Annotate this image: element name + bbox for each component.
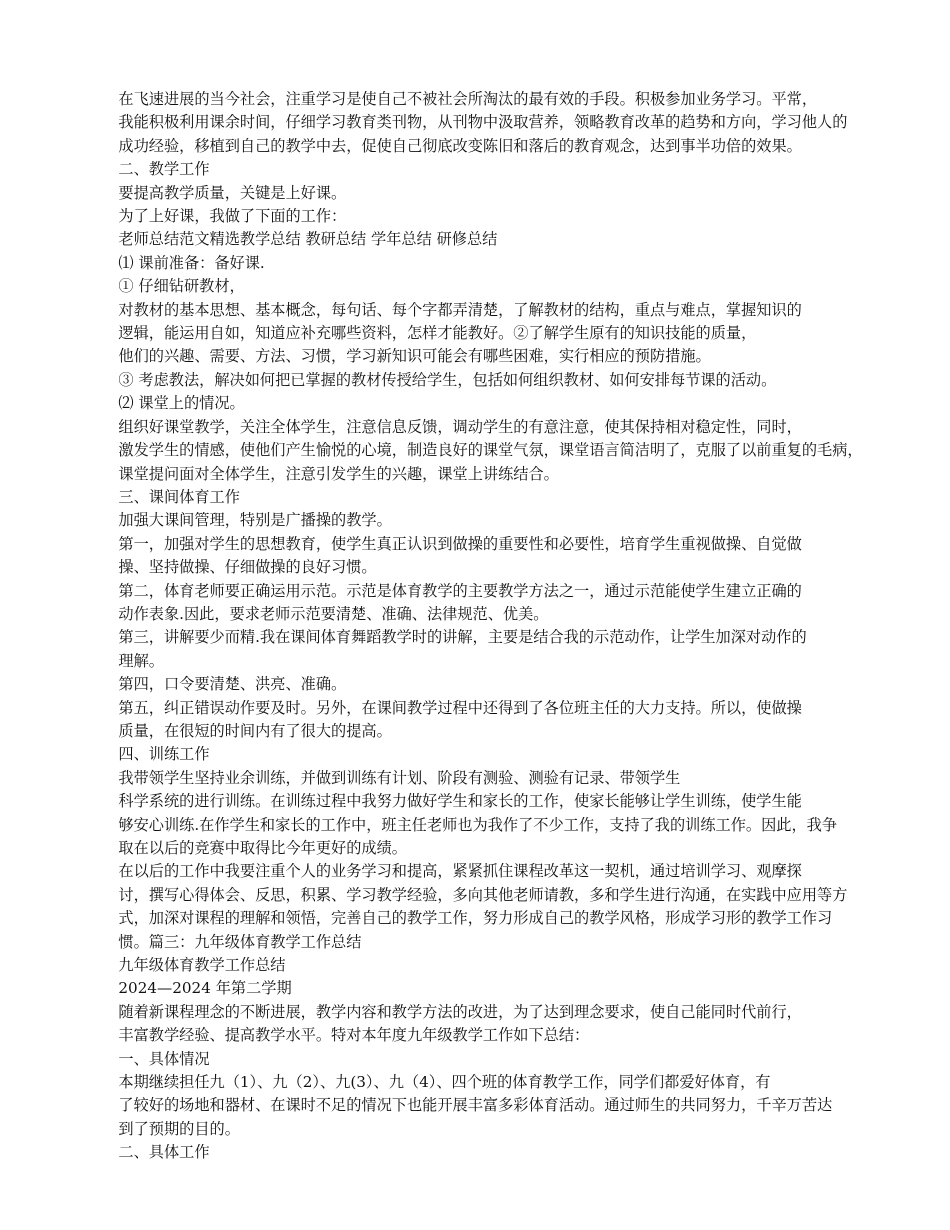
text-line: 丰富教学经验、提高教学水平。特对本年度九年级教学工作如下总结： [118, 1026, 590, 1045]
text-line: ③ 考虑教法，解决如何把已掌握的教材传授给学生，包括如何组织教材、如何安排每节课的活动。 [118, 370, 777, 389]
text-line: 九年级体育教学工作总结 [118, 956, 286, 975]
text-line: 老师总结范文精选教学总结 教研总结 学年总结 研修总结 [118, 230, 498, 249]
text-line: 逻辑，能运用自如，知道应补充哪些资料，怎样才能教好。②了解学生原有的知识技能的质量， [118, 324, 757, 343]
text-line: 课堂提问面对全体学生，注意引发学生的兴趣，课堂上讲练结合。 [118, 464, 559, 483]
text-line: 要提高教学质量，关键是上好课。 [118, 183, 347, 202]
text-line: 本期继续担任九（1）、九（2）、九(3）、九（4）、四个班的体育教学工作，同学们都爱好体育，有 [118, 1073, 771, 1092]
text-line: 在以后的工作中我要注重个人的业务学习和提高，紧紧抓住课程改革这一契机，通过培训学习、观摩探 [118, 862, 802, 881]
paragraph [88, 790, 888, 860]
text-line: 质量，在很短的时间内有了很大的提高。 [118, 721, 392, 740]
paragraph [88, 697, 888, 744]
paragraph [88, 1071, 888, 1141]
paragraph [88, 252, 888, 275]
text-line: 三、课间体育工作 [118, 487, 240, 506]
paragraph [88, 626, 888, 673]
paragraph [88, 1141, 888, 1164]
text-line: 第四，口令要清楚、洪亮、准确。 [118, 675, 347, 694]
text-line: 科学系统的进行训练。在训练过程中我努力做好学生和家长的工作，使家长能够让学生训练，使学生能 [118, 792, 802, 811]
text-line: 随着新课程理念的不断进展，教学内容和教学方法的改进，为了达到理念要求，使自己能同时代前行， [118, 1002, 802, 1021]
text-line: 组织好课堂教学，关注全体学生，注意信息反馈，调动学生的有意注意，使其保持相对稳定性，同时， [118, 417, 802, 436]
text-line: 他们的兴趣、需要、方法、习惯，学习新知识可能会有哪些困难，实行相应的预防措施。 [118, 347, 711, 366]
text-line: 讨，撰写心得体会、反思，积累、学习教学经验，多向其他老师请教，多和学生进行沟通，在实践中应用等方 [118, 885, 848, 904]
paragraph [88, 88, 888, 158]
text-line: 2024—2024 年第二学期 [118, 979, 292, 998]
paragraph [88, 369, 888, 392]
paragraph [88, 533, 888, 580]
paragraph [88, 860, 888, 954]
paragraph [88, 228, 888, 251]
paragraph [88, 416, 888, 486]
text-line: 动作表象.因此，要求老师示范要清楚、准确、法律规范、优美。 [118, 604, 549, 623]
text-line: 加强大课间管理，特别是广播操的教学。 [118, 511, 392, 530]
paragraph [88, 345, 888, 368]
document-body [88, 88, 888, 1165]
text-line: 在飞速进展的当今社会，注重学习是使自己不被社会所淘汰的最有效的手段。积极参加业务学习。平常， [118, 90, 818, 108]
text-line: 惯。篇三：九年级体育教学工作总结 [118, 932, 362, 951]
paragraph [88, 392, 888, 415]
paragraph [88, 486, 888, 509]
paragraph [88, 299, 888, 346]
paragraph [88, 182, 888, 205]
paragraph [88, 673, 888, 696]
paragraph [88, 767, 888, 790]
text-line: 二、具体工作 [118, 1143, 210, 1162]
text-line: 了较好的场地和器材、在课时不足的情况下也能开展丰富多彩体育活动。通过师生的共同努力，千辛万苦达 [118, 1096, 833, 1115]
text-line: 到了预期的目的。 [118, 1119, 240, 1138]
paragraph [88, 509, 888, 532]
paragraph [88, 580, 888, 627]
text-line: 对教材的基本思想、基本概念，每句话、每个字都弄清楚，了解教材的结构，重点与难点，掌握知识的 [118, 300, 802, 319]
text-line: 式，加深对课程的理解和领悟，完善自己的教学工作，努力形成自己的教学风格，形成学习形的教学工作习 [118, 909, 833, 928]
paragraph [88, 1001, 888, 1048]
paragraph [88, 158, 888, 181]
paragraph [88, 275, 888, 298]
text-line: 激发学生的情感，使他们产生愉悦的心境，制造良好的课堂气氛，课堂语言简洁明了，克服了以前重复的毛病， [118, 441, 863, 460]
text-line: 一、具体情况 [118, 1049, 210, 1068]
text-line: 第二，体育老师要正确运用示范。示范是体育教学的主要教学方法之一，通过示范能使学生建立正确的 [118, 581, 802, 600]
text-line: ① 仔细钻研教材， [118, 277, 245, 296]
paragraph [88, 1048, 888, 1071]
text-line: 第五，纠正错误动作要及时。另外，在课间教学过程中还得到了各位班主任的大力支持。所以，使做操 [118, 698, 802, 717]
text-line: 够安心训练.在作学生和家长的工作中，班主任老师也为我作了不少工作，支持了我的训练工作。因此，我争 [118, 815, 838, 834]
text-line: ⑴ 课前准备：备好课. [118, 253, 265, 272]
text-line: 操、坚持做操、仔细做操的良好习惯。 [118, 558, 377, 577]
text-line: 我带领学生坚持业余训练，并做到训练有计划、阶段有测验、测验有记录、带领学生 [118, 768, 681, 787]
text-line: 为了上好课，我做了下面的工作： [118, 207, 347, 226]
text-line: 成功经验，移植到自己的教学中去，促使自己彻底改变陈旧和落后的教育观念，达到事半功倍的效果。 [118, 136, 802, 155]
paragraph [88, 205, 888, 228]
paragraph [88, 977, 888, 1000]
text-line: 二、教学工作 [118, 160, 210, 179]
paragraph [88, 954, 888, 977]
text-line: 四、训练工作 [118, 745, 210, 764]
text-line: 第一，加强对学生的思想教育，使学生真正认识到做操的重要性和必要性，培育学生重视做操、自觉做 [118, 534, 802, 553]
text-line: 理解。 [118, 651, 164, 670]
paragraph [88, 743, 888, 766]
text-line: 我能积极利用课余时间，仔细学习教育类刊物，从刊物中汲取营养，领略教育改革的趋势和方向，学习他人的 [118, 113, 848, 132]
text-line: ⑵ 课堂上的情况。 [118, 394, 245, 413]
text-line: 第三，讲解要少而精.我在课间体育舞蹈教学时的讲解，主要是结合我的示范动作，让学生加深对动作的 [118, 628, 807, 647]
text-line: 取在以后的竞赛中取得比今年更好的成绩。 [118, 839, 407, 857]
